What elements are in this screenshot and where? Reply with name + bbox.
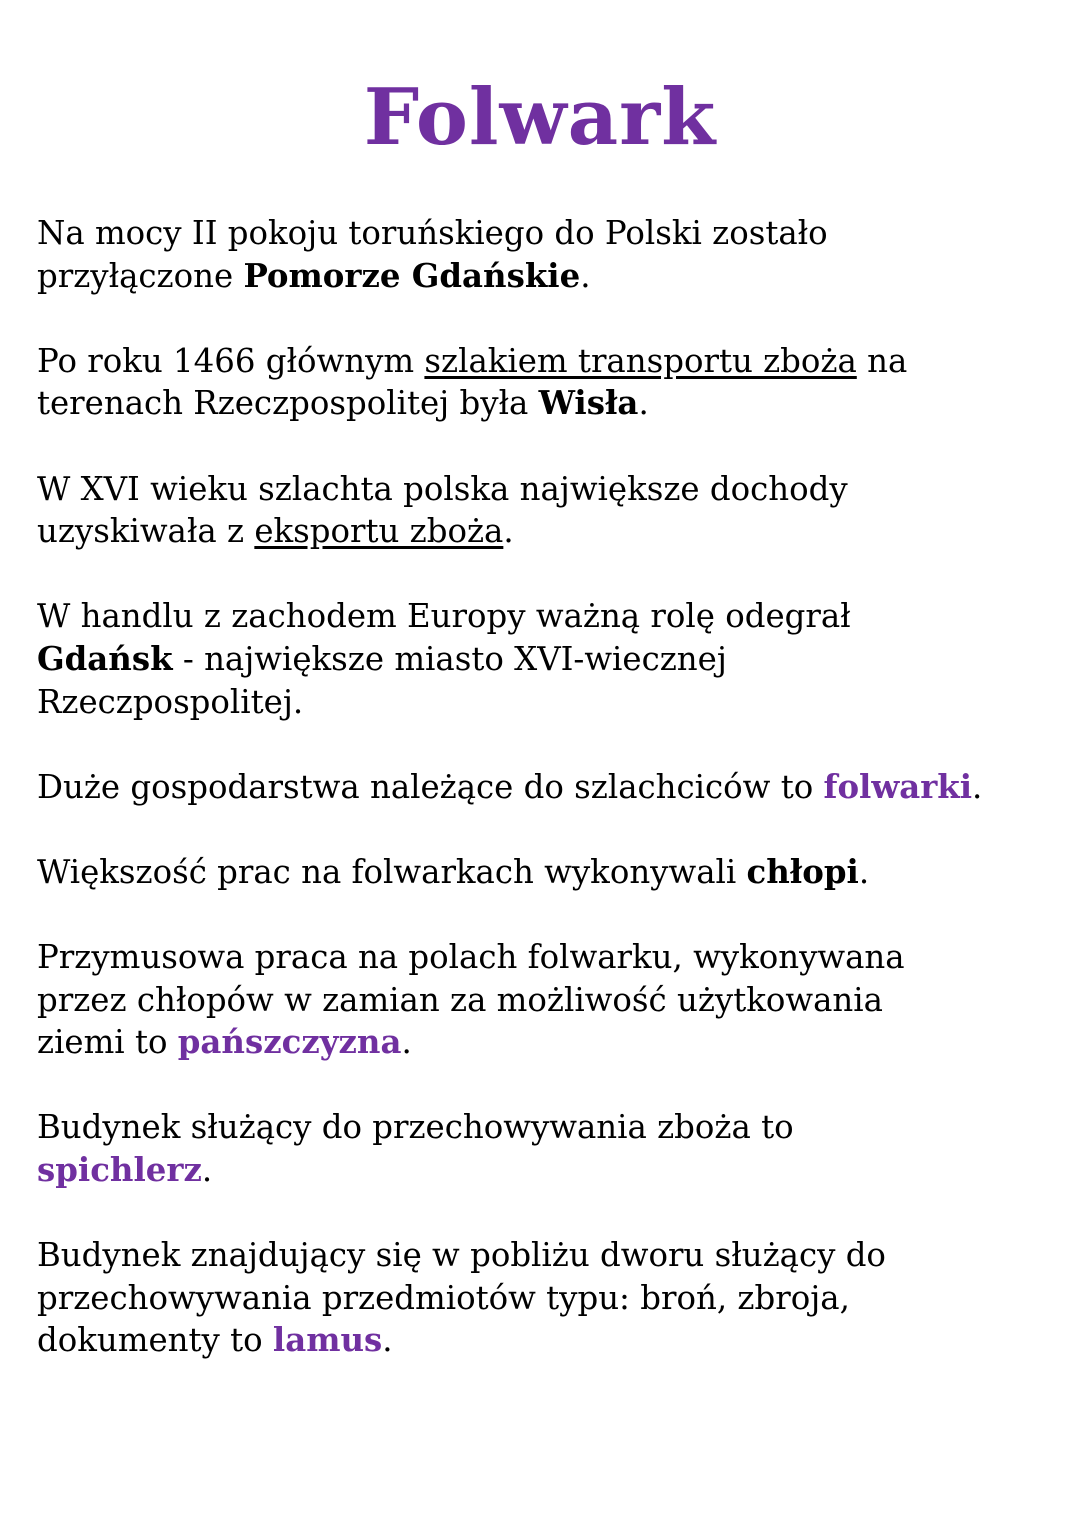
highlighted-term: lamus [272, 1321, 383, 1360]
text-run: przyłączone [37, 256, 244, 295]
paragraph-folwarki [37, 766, 1067, 809]
text-run: - największe miasto XVI-wiecznej [172, 639, 727, 678]
text-line [37, 1149, 1067, 1192]
text-line: Rzeczpospolitej. [37, 682, 304, 721]
text-line [37, 255, 1067, 298]
text-line: Przymusowa praca na polach folwarku, wykonywana [37, 938, 905, 977]
text-run: ziemi to [37, 1023, 178, 1062]
text-line: przez chłopów w zamian za możliwość użytkowania [37, 980, 883, 1019]
text-run: dokumenty to [37, 1321, 273, 1360]
highlighted-term: pańszczyzna [177, 1023, 402, 1062]
text-line [37, 638, 1067, 681]
text-line: Budynek służący do przechowywania zboża to [37, 1108, 794, 1147]
text-run: Po roku 1466 głównym [37, 341, 425, 380]
text-run: . [382, 1321, 393, 1360]
text-run: . [503, 512, 514, 551]
underlined-phrase: szlakiem transportu zboża [424, 341, 857, 380]
document-body [37, 212, 1067, 1405]
paragraph-lamus [37, 1234, 1067, 1362]
paragraph-pokoj-torunski [37, 212, 1067, 297]
text-run: . [638, 384, 649, 423]
key-term: Gdańsk [37, 639, 173, 678]
text-run: . [401, 1023, 412, 1062]
paragraph-gdansk [37, 595, 1067, 723]
text-line: W XVI wieku szlachta polska największe dochody [37, 469, 848, 508]
text-run: na [856, 341, 908, 380]
text-run: . [580, 256, 591, 295]
text-run: Większość prac na folwarkach wykonywali [37, 852, 747, 891]
key-term: Wisła [538, 384, 639, 423]
text-run: uzyskiwała z [37, 512, 255, 551]
text-line: przechowywania przedmiotów typu: broń, zbroja, [37, 1278, 850, 1317]
paragraph-chlopi [37, 851, 1067, 894]
text-line: Budynek znajdujący się w pobliżu dworu służący do [37, 1236, 886, 1275]
key-term: chłopi [746, 852, 859, 891]
paragraph-eksport [37, 468, 1067, 553]
text-run: . [201, 1151, 213, 1190]
text-line [37, 851, 1067, 894]
text-line [37, 340, 1067, 383]
key-term: Pomorze Gdańskie [243, 256, 581, 295]
paragraph-panszczyzna [37, 936, 1067, 1064]
text-line: Na mocy II pokoju toruńskiego do Polski zostało [37, 214, 828, 252]
text-line [37, 1021, 1067, 1064]
underlined-phrase: eksportu zboża [254, 512, 504, 551]
text-run: Duże gospodarstwa należące do szlachciców to [37, 767, 824, 806]
text-line [37, 382, 1067, 425]
text-line [37, 510, 1067, 553]
paragraph-spichlerz [37, 1106, 1067, 1191]
paragraph-wisla [37, 340, 1067, 425]
text-line: W handlu z zachodem Europy ważną rolę odegrał [37, 597, 851, 636]
text-run: . [972, 767, 983, 806]
text-line [37, 766, 1067, 809]
page-title: Folwark [363, 72, 717, 163]
text-line [37, 1319, 1067, 1362]
highlighted-term: spichlerz [37, 1151, 202, 1190]
highlighted-term: folwarki [823, 767, 973, 806]
text-run: . [858, 852, 870, 891]
text-run: terenach Rzeczpospolitej była [37, 384, 539, 423]
